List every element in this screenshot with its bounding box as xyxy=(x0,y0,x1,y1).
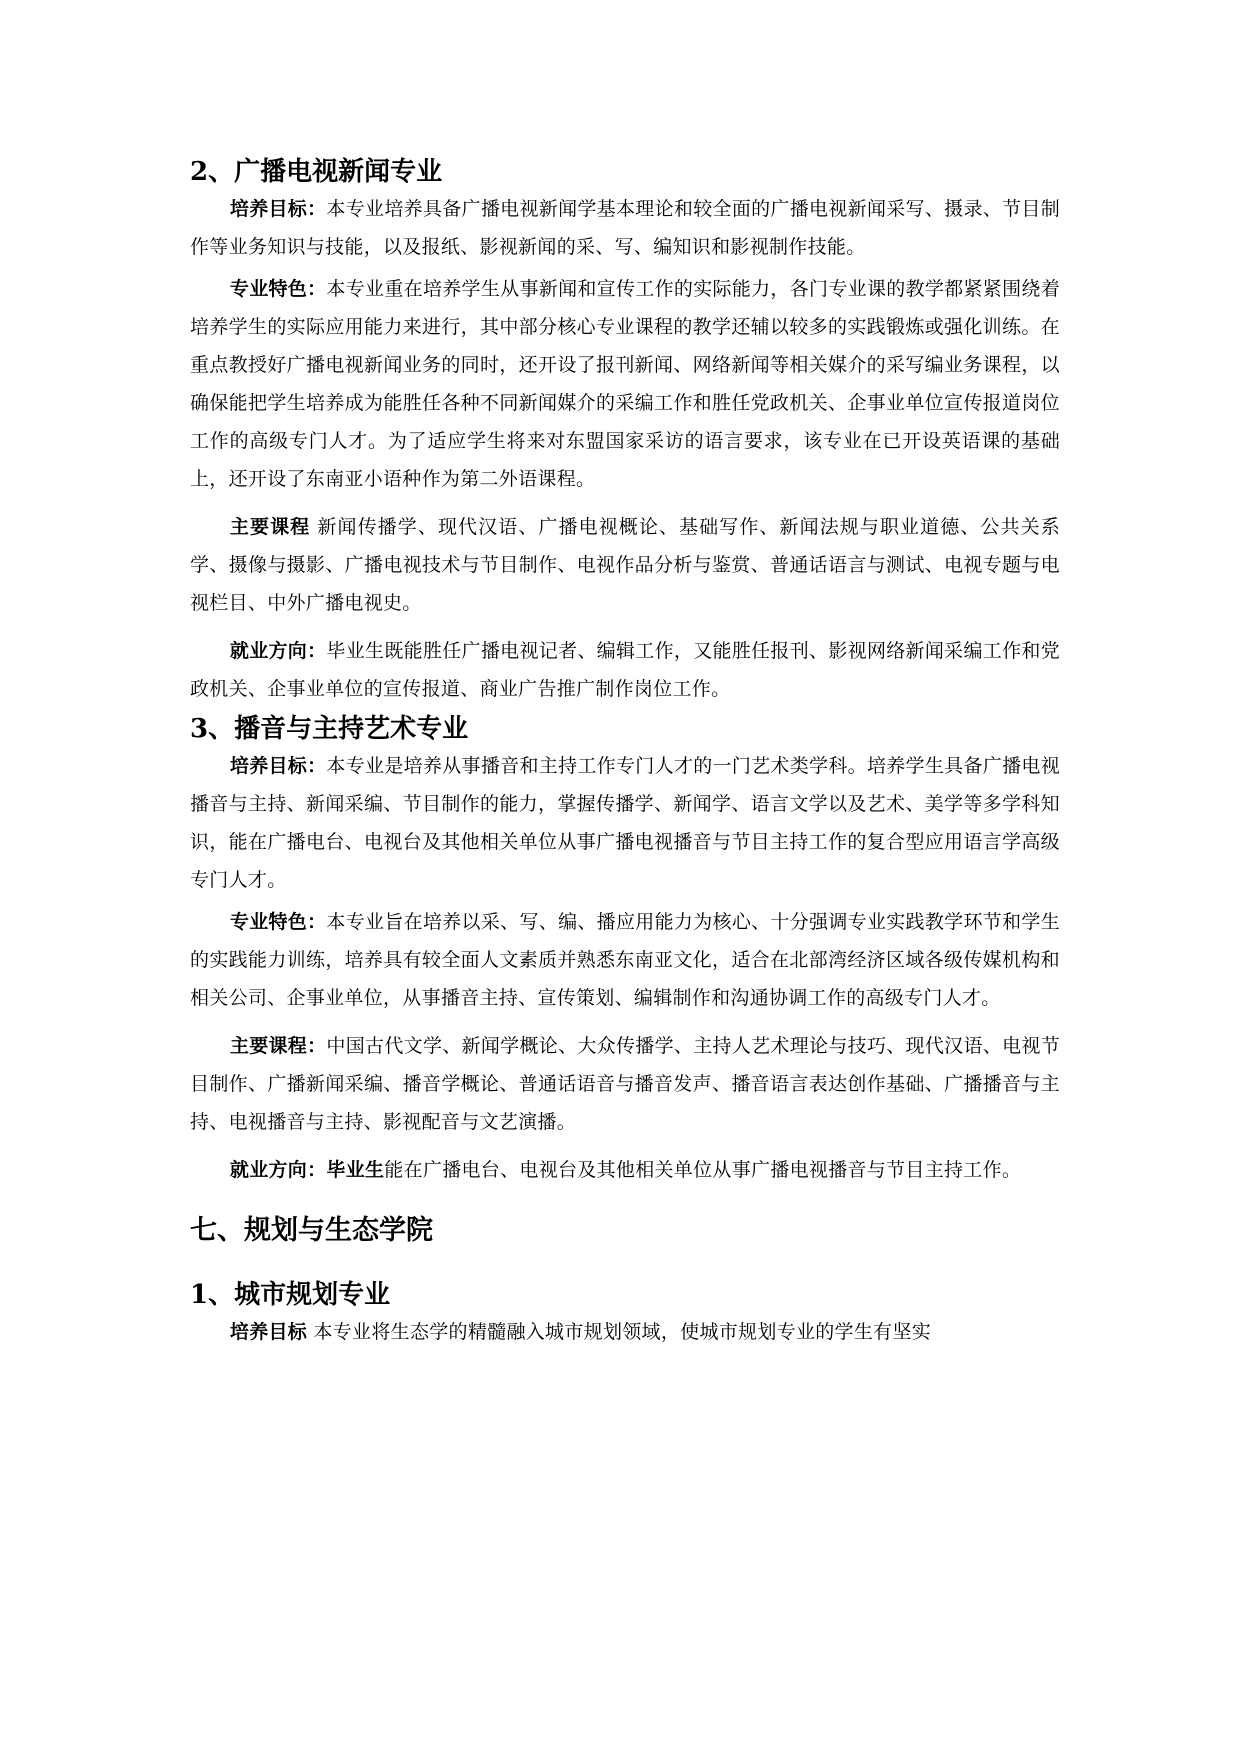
paragraph-label: 主要课程 xyxy=(229,516,311,539)
paragraph-label: 培养目标： xyxy=(229,755,327,778)
paragraph-label: 专业特色： xyxy=(229,911,327,934)
paragraph-label: 专业特色： xyxy=(229,278,327,301)
paragraph-features xyxy=(190,270,1060,498)
paragraph-text: 本专业重在培养学生从事新闻和宣传工作的实际能力，各门专业课的教学都紧紧围绕着培养学生的实际应用能力来进行，其中部分核心专业课程的教学还辅以较多的实践锻炼或强化训练。在重点教授好广播电视新闻业务的同时，还开设了报刊新闻、网络新闻等相关媒介的采写编业务课程，以确保能把学生培养成为能胜任各种不同新闻媒介的采编工作和胜任党政机关、企事业单位宣传报道岗位工作的高级专门人才。为了适应学生将来对东盟国家采访的语言要求，该专业在已开设英语课的基础上，还开设了东南亚小语种作为第二外语课程。 xyxy=(190,278,1060,491)
paragraph-text: 能在广播电台、电视台及其他相关单位从事广播电视播音与节目主持工作。 xyxy=(384,1159,1022,1182)
paragraph-courses xyxy=(190,1027,1060,1141)
document-page xyxy=(190,155,1060,1351)
paragraph-features xyxy=(190,903,1060,1017)
paragraph-text: 本专业培养具备广播电视新闻学基本理论和较全面的广播电视新闻采写、摄录、节目制作等业务知识与技能，以及报纸、影视新闻的采、写、编知识和影视制作技能。 xyxy=(190,198,1060,259)
paragraph-text: 本专业将生态学的精髓融入城市规划领域，使城市规划专业的学生有坚实 xyxy=(313,1320,932,1343)
paragraph-label: 就业方向： xyxy=(229,640,327,663)
paragraph-label: 就业方向：毕业生 xyxy=(229,1159,385,1182)
section-heading-urban-planning: 1、城市规划专业 xyxy=(190,1279,391,1310)
paragraph-label: 主要课程： xyxy=(229,1035,327,1058)
paragraph-label: 培养目标 xyxy=(229,1320,308,1343)
paragraph-text: 毕业生既能胜任广播电视记者、编辑工作，又能胜任报刊、影视网络新闻采编工作和党政机关、企事业单位的宣传报道、商业广告推广制作岗位工作。 xyxy=(190,640,1060,701)
paragraph-text: 本专业是培养从事播音和主持工作专门人才的一门艺术类学科。培养学生具备广播电视播音与主持、新闻采编、节目制作的能力，掌握传播学、新闻学、语言文学以及艺术、美学等多学科知识，能在广播电台、电视台及其他相关单位从事广播电视播音与节目主持工作的复合型应用语言学高级专门人才。 xyxy=(190,755,1060,892)
paragraph-courses xyxy=(190,508,1060,622)
paragraph-training-goal xyxy=(190,1313,1060,1351)
paragraph-employment xyxy=(190,632,1060,708)
paragraph-training-goal xyxy=(190,747,1060,899)
paragraph-employment xyxy=(190,1151,1060,1189)
paragraph-training-goal xyxy=(190,190,1060,266)
paragraph-text: 本专业旨在培养以采、写、编、播应用能力为核心、十分强调专业实践教学环节和学生的实践能力训练，培养具有较全面人文素质并熟悉东南亚文化，适合在北部湾经济区域各级传媒机构和相关公司、企事业单位，从事播音主持、宣传策划、编辑制作和沟通协调工作的高级专门人才。 xyxy=(190,911,1060,1010)
section-heading-broadcasting-hosting: 3、播音与主持艺术专业 xyxy=(190,714,469,745)
college-heading: 七、规划与生态学院 xyxy=(190,1215,433,1247)
paragraph-text: 新闻传播学、现代汉语、广播电视概论、基础写作、新闻法规与职业道德、公共关系学、摄像与摄影、广播电视技术与节目制作、电视作品分析与鉴赏、普通话语言与测试、电视专题与电视栏目、中外广播电视史。 xyxy=(190,516,1061,615)
paragraph-label: 培养目标： xyxy=(229,198,327,221)
section-heading-broadcast-news: 2、广播电视新闻专业 xyxy=(190,157,443,187)
paragraph-text: 中国古代文学、新闻学概论、大众传播学、主持人艺术理论与技巧、现代汉语、电视节目制作、广播新闻采编、播音学概论、普通话语音与播音发声、播音语言表达创作基础、广播播音与主持、电视播音与主持、影视配音与文艺演播。 xyxy=(190,1035,1060,1134)
